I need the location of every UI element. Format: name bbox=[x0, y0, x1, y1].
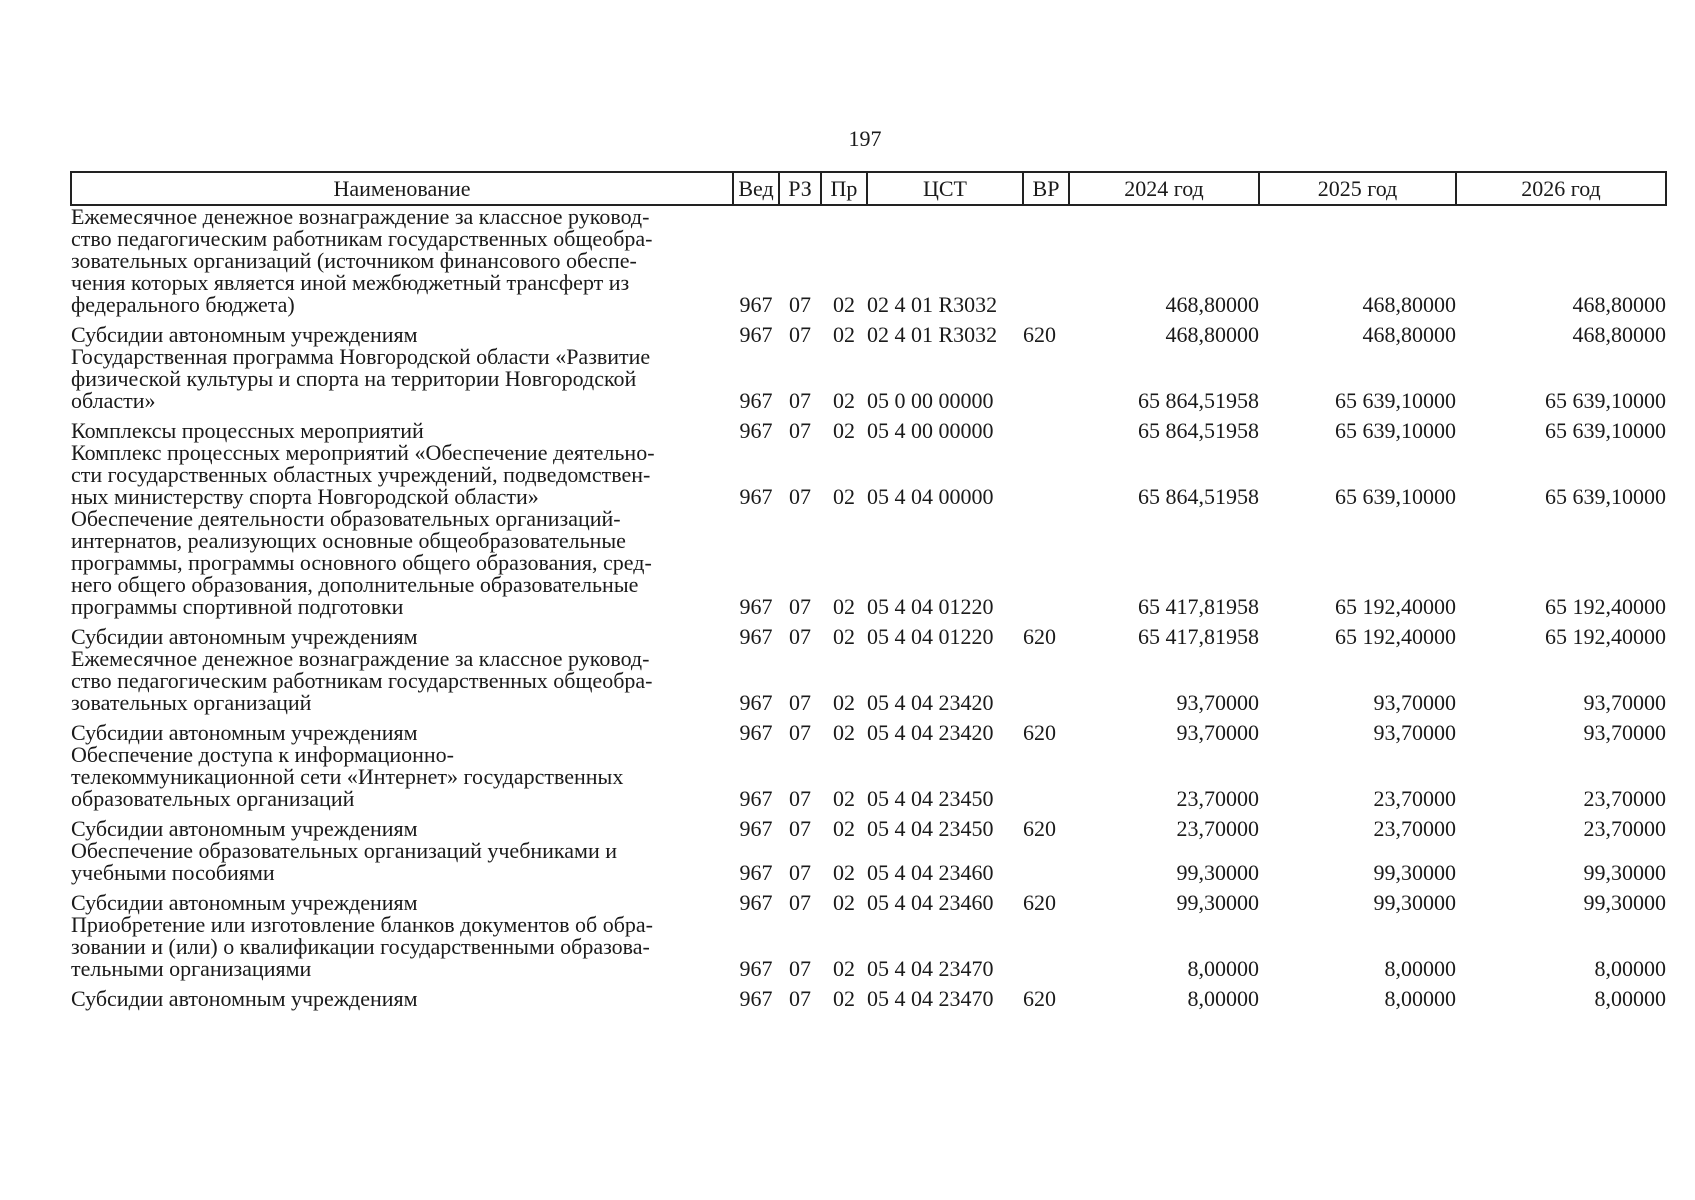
row-pr-cell: 02 bbox=[833, 418, 855, 443]
row-name-cell bbox=[71, 840, 733, 884]
row-name-line: учебными пособиями bbox=[71, 860, 275, 885]
table-body bbox=[71, 205, 1666, 1010]
row-ved-cell: 967 bbox=[739, 388, 773, 413]
row-name-cell bbox=[71, 980, 733, 1010]
header-rz: РЗ bbox=[779, 172, 821, 205]
budget-table bbox=[70, 171, 1667, 1010]
row-name-line: интернатов, реализующих основные общеобразовательные bbox=[71, 528, 626, 553]
table-row bbox=[71, 840, 1666, 884]
row-name-cell bbox=[71, 316, 733, 346]
table-row bbox=[71, 914, 1666, 980]
row-name-line: ство педагогическим работникам государственных общеобра- bbox=[71, 668, 653, 693]
row-name-line: Субсидии автономным учреждениям bbox=[71, 720, 418, 745]
table-row bbox=[71, 648, 1666, 714]
row-name-line: Приобретение или изготовление бланков документов об обра- bbox=[71, 912, 654, 937]
row-name-line: ство педагогическим работникам государственных общеобра- bbox=[71, 226, 653, 251]
row-name-line: федерального бюджета) bbox=[71, 292, 295, 317]
row-pr-cell: 02 bbox=[833, 322, 855, 347]
row-ved-cell: 967 bbox=[739, 594, 773, 619]
row-rz-cell: 07 bbox=[789, 690, 811, 715]
row-vr-cell bbox=[1023, 648, 1069, 714]
row-2025-cell: 65 639,10000 bbox=[1335, 388, 1456, 413]
header-2024: 2024 год bbox=[1069, 172, 1259, 205]
row-vr-cell bbox=[1023, 508, 1069, 618]
row-cst-cell: 05 0 00 00000 bbox=[867, 388, 994, 413]
row-name-line: Комплекс процессных мероприятий «Обеспечение деятельно- bbox=[71, 440, 655, 465]
row-rz-cell: 07 bbox=[789, 292, 811, 317]
row-2024-cell: 99,30000 bbox=[1176, 890, 1259, 915]
row-name-line: образовательных организаций bbox=[71, 786, 355, 811]
row-pr-cell: 02 bbox=[833, 388, 855, 413]
row-cst-cell: 05 4 04 23470 bbox=[867, 986, 994, 1011]
row-rz-cell: 07 bbox=[789, 956, 811, 981]
row-ved-cell: 967 bbox=[739, 890, 773, 915]
row-ved-cell: 967 bbox=[739, 860, 773, 885]
row-2024-cell: 65 864,51958 bbox=[1138, 418, 1259, 443]
row-name-line: него общего образования, дополнительные образовательные bbox=[71, 572, 639, 597]
row-2026-cell: 65 192,40000 bbox=[1545, 624, 1666, 649]
row-2024-cell: 93,70000 bbox=[1176, 690, 1259, 715]
row-name-cell bbox=[71, 648, 733, 714]
row-vr-cell bbox=[1023, 412, 1069, 442]
row-name-line: зовании и (или) о квалификации государственными образова- bbox=[71, 934, 650, 959]
row-ved-cell: 967 bbox=[739, 690, 773, 715]
header-row bbox=[71, 172, 1666, 205]
row-vr-cell: 620 bbox=[1023, 624, 1056, 649]
row-ved-cell: 967 bbox=[739, 624, 773, 649]
row-2024-cell: 99,30000 bbox=[1176, 860, 1259, 885]
row-vr-cell: 620 bbox=[1023, 720, 1056, 745]
table-row bbox=[71, 618, 1666, 648]
row-name-cell bbox=[71, 744, 733, 810]
row-pr-cell: 02 bbox=[833, 956, 855, 981]
row-pr-cell: 02 bbox=[833, 986, 855, 1011]
row-vr-cell bbox=[1023, 205, 1069, 316]
header-2026: 2026 год bbox=[1456, 172, 1666, 205]
row-ved-cell: 967 bbox=[739, 986, 773, 1011]
row-2025-cell: 99,30000 bbox=[1373, 860, 1456, 885]
row-cst-cell: 05 4 04 23460 bbox=[867, 890, 994, 915]
row-ved-cell: 967 bbox=[739, 956, 773, 981]
row-rz-cell: 07 bbox=[789, 816, 811, 841]
row-cst-cell: 05 4 04 23450 bbox=[867, 786, 994, 811]
row-pr-cell: 02 bbox=[833, 890, 855, 915]
row-rz-cell: 07 bbox=[789, 890, 811, 915]
row-name-line: зовательных организаций (источником финансового обеспе- bbox=[71, 248, 637, 273]
row-rz-cell: 07 bbox=[789, 986, 811, 1011]
row-name-cell bbox=[71, 442, 733, 508]
row-rz-cell: 07 bbox=[789, 594, 811, 619]
row-vr-cell bbox=[1023, 442, 1069, 508]
row-2026-cell: 8,00000 bbox=[1594, 986, 1666, 1011]
row-cst-cell: 05 4 04 23420 bbox=[867, 690, 994, 715]
row-2026-cell: 468,80000 bbox=[1572, 292, 1666, 317]
row-pr-cell: 02 bbox=[833, 624, 855, 649]
row-vr-cell bbox=[1023, 346, 1069, 412]
row-cst-cell: 05 4 04 23460 bbox=[867, 860, 994, 885]
row-vr-cell: 620 bbox=[1023, 890, 1056, 915]
row-name-cell bbox=[71, 714, 733, 744]
row-2024-cell: 65 417,81958 bbox=[1138, 624, 1259, 649]
row-2025-cell: 65 639,10000 bbox=[1335, 484, 1456, 509]
row-name-line: программы, программы основного общего образования, сред- bbox=[71, 550, 652, 575]
row-name-cell bbox=[71, 412, 733, 442]
row-2024-cell: 23,70000 bbox=[1176, 786, 1259, 811]
row-2026-cell: 65 639,10000 bbox=[1545, 484, 1666, 509]
row-vr-cell bbox=[1023, 914, 1069, 980]
header-pr: Пр bbox=[821, 172, 867, 205]
header-cst: ЦСТ bbox=[867, 172, 1023, 205]
row-2025-cell: 23,70000 bbox=[1373, 816, 1456, 841]
row-2025-cell: 65 639,10000 bbox=[1335, 418, 1456, 443]
row-ved-cell: 967 bbox=[739, 322, 773, 347]
row-name-line: Обеспечение образовательных организаций учебниками и bbox=[71, 838, 618, 863]
row-name-line: сти государственных областных учреждений, подведомствен- bbox=[71, 462, 651, 487]
row-name-cell bbox=[71, 508, 733, 618]
row-2024-cell: 93,70000 bbox=[1176, 720, 1259, 745]
row-name-line: Государственная программа Новгородской области «Развитие bbox=[71, 344, 651, 369]
row-2026-cell: 65 639,10000 bbox=[1545, 388, 1666, 413]
row-pr-cell: 02 bbox=[833, 720, 855, 745]
table-row bbox=[71, 205, 1666, 316]
row-ved-cell: 967 bbox=[739, 816, 773, 841]
row-cst-cell: 05 4 04 23420 bbox=[867, 720, 994, 745]
header-2025: 2025 год bbox=[1259, 172, 1456, 205]
row-ved-cell: 967 bbox=[739, 786, 773, 811]
row-rz-cell: 07 bbox=[789, 860, 811, 885]
row-2026-cell: 23,70000 bbox=[1583, 786, 1666, 811]
row-2024-cell: 65 864,51958 bbox=[1138, 388, 1259, 413]
row-2025-cell: 93,70000 bbox=[1373, 720, 1456, 745]
row-cst-cell: 05 4 04 23470 bbox=[867, 956, 994, 981]
row-name-cell bbox=[71, 884, 733, 914]
row-name-line: Комплексы процессных мероприятий bbox=[71, 418, 424, 443]
row-pr-cell: 02 bbox=[833, 292, 855, 317]
row-2025-cell: 468,80000 bbox=[1362, 322, 1456, 347]
table-header bbox=[71, 172, 1666, 205]
row-name-line: чения которых является иной межбюджетный трансферт из bbox=[71, 270, 630, 295]
table-row bbox=[71, 810, 1666, 840]
row-2026-cell: 93,70000 bbox=[1583, 690, 1666, 715]
row-2026-cell: 8,00000 bbox=[1594, 956, 1666, 981]
row-2025-cell: 468,80000 bbox=[1362, 292, 1456, 317]
row-rz-cell: 07 bbox=[789, 322, 811, 347]
row-name-cell bbox=[71, 346, 733, 412]
row-pr-cell: 02 bbox=[833, 484, 855, 509]
row-name-line: Субсидии автономным учреждениям bbox=[71, 890, 418, 915]
row-2026-cell: 65 192,40000 bbox=[1545, 594, 1666, 619]
row-2024-cell: 468,80000 bbox=[1165, 322, 1259, 347]
row-cst-cell: 05 4 04 23450 bbox=[867, 816, 994, 841]
row-ved-cell: 967 bbox=[739, 484, 773, 509]
row-2025-cell: 99,30000 bbox=[1373, 890, 1456, 915]
row-2026-cell: 23,70000 bbox=[1583, 816, 1666, 841]
table-row bbox=[71, 744, 1666, 810]
row-ved-cell: 967 bbox=[739, 418, 773, 443]
table-row bbox=[71, 346, 1666, 412]
row-2026-cell: 468,80000 bbox=[1572, 322, 1666, 347]
row-pr-cell: 02 bbox=[833, 860, 855, 885]
row-2024-cell: 65 864,51958 bbox=[1138, 484, 1259, 509]
page-number: 197 bbox=[848, 126, 882, 151]
row-name-cell bbox=[71, 618, 733, 648]
row-rz-cell: 07 bbox=[789, 786, 811, 811]
row-2024-cell: 23,70000 bbox=[1176, 816, 1259, 841]
row-pr-cell: 02 bbox=[833, 690, 855, 715]
row-2025-cell: 23,70000 bbox=[1373, 786, 1456, 811]
table-row bbox=[71, 714, 1666, 744]
row-vr-cell bbox=[1023, 744, 1069, 810]
row-name-line: Ежемесячное денежное вознаграждение за классное руковод- bbox=[71, 204, 650, 229]
row-vr-cell bbox=[1023, 840, 1069, 884]
row-2026-cell: 99,30000 bbox=[1583, 860, 1666, 885]
row-name-line: физической культуры и спорта на территории Новгородской bbox=[71, 366, 637, 391]
table-row bbox=[71, 508, 1666, 618]
row-2026-cell: 99,30000 bbox=[1583, 890, 1666, 915]
row-rz-cell: 07 bbox=[789, 388, 811, 413]
row-cst-cell: 05 4 04 00000 bbox=[867, 484, 994, 509]
row-name-line: Обеспечение деятельности образовательных организаций- bbox=[71, 506, 621, 531]
row-2026-cell: 93,70000 bbox=[1583, 720, 1666, 745]
row-2024-cell: 8,00000 bbox=[1187, 986, 1259, 1011]
row-cst-cell: 05 4 00 00000 bbox=[867, 418, 994, 443]
row-vr-cell: 620 bbox=[1023, 986, 1056, 1011]
row-name-line: Субсидии автономным учреждениям bbox=[71, 624, 418, 649]
row-name-line: Обеспечение доступа к информационно- bbox=[71, 742, 454, 767]
row-name-cell bbox=[71, 205, 733, 316]
row-2025-cell: 65 192,40000 bbox=[1335, 594, 1456, 619]
row-rz-cell: 07 bbox=[789, 418, 811, 443]
row-2025-cell: 8,00000 bbox=[1384, 956, 1456, 981]
row-name-line: Субсидии автономным учреждениям bbox=[71, 986, 418, 1011]
row-pr-cell: 02 bbox=[833, 816, 855, 841]
row-name-line: ных министерству спорта Новгородской области» bbox=[71, 484, 539, 509]
row-cst-cell: 05 4 04 01220 bbox=[867, 624, 994, 649]
row-name-line: Ежемесячное денежное вознаграждение за классное руковод- bbox=[71, 646, 650, 671]
row-2025-cell: 65 192,40000 bbox=[1335, 624, 1456, 649]
row-2024-cell: 468,80000 bbox=[1165, 292, 1259, 317]
row-name-cell bbox=[71, 810, 733, 840]
row-name-line: зовательных организаций bbox=[71, 690, 312, 715]
row-2026-cell: 65 639,10000 bbox=[1545, 418, 1666, 443]
table-row bbox=[71, 412, 1666, 442]
row-name-line: тельными организациями bbox=[71, 956, 312, 981]
header-name: Наименование bbox=[71, 172, 733, 205]
row-name-cell bbox=[71, 914, 733, 980]
row-rz-cell: 07 bbox=[789, 484, 811, 509]
row-pr-cell: 02 bbox=[833, 594, 855, 619]
row-vr-cell: 620 bbox=[1023, 322, 1056, 347]
row-2025-cell: 93,70000 bbox=[1373, 690, 1456, 715]
row-cst-cell: 02 4 01 R3032 bbox=[867, 292, 998, 317]
row-2024-cell: 65 417,81958 bbox=[1138, 594, 1259, 619]
row-name-line: программы спортивной подготовки bbox=[71, 594, 404, 619]
row-cst-cell: 05 4 04 01220 bbox=[867, 594, 994, 619]
header-ved: Вед bbox=[733, 172, 779, 205]
row-vr-cell: 620 bbox=[1023, 816, 1056, 841]
row-ved-cell: 967 bbox=[739, 292, 773, 317]
row-rz-cell: 07 bbox=[789, 720, 811, 745]
row-2025-cell: 8,00000 bbox=[1384, 986, 1456, 1011]
header-vr: ВР bbox=[1023, 172, 1069, 205]
row-name-line: Субсидии автономным учреждениям bbox=[71, 322, 418, 347]
table-row bbox=[71, 884, 1666, 914]
row-cst-cell: 02 4 01 R3032 bbox=[867, 322, 998, 347]
table-row bbox=[71, 316, 1666, 346]
row-2024-cell: 8,00000 bbox=[1187, 956, 1259, 981]
row-name-line: телекоммуникационной сети «Интернет» государственных bbox=[71, 764, 624, 789]
row-pr-cell: 02 bbox=[833, 786, 855, 811]
row-ved-cell: 967 bbox=[739, 720, 773, 745]
table-row bbox=[71, 442, 1666, 508]
row-name-line: Субсидии автономным учреждениям bbox=[71, 816, 418, 841]
row-name-line: области» bbox=[71, 388, 156, 413]
table-row bbox=[71, 980, 1666, 1010]
row-rz-cell: 07 bbox=[789, 624, 811, 649]
